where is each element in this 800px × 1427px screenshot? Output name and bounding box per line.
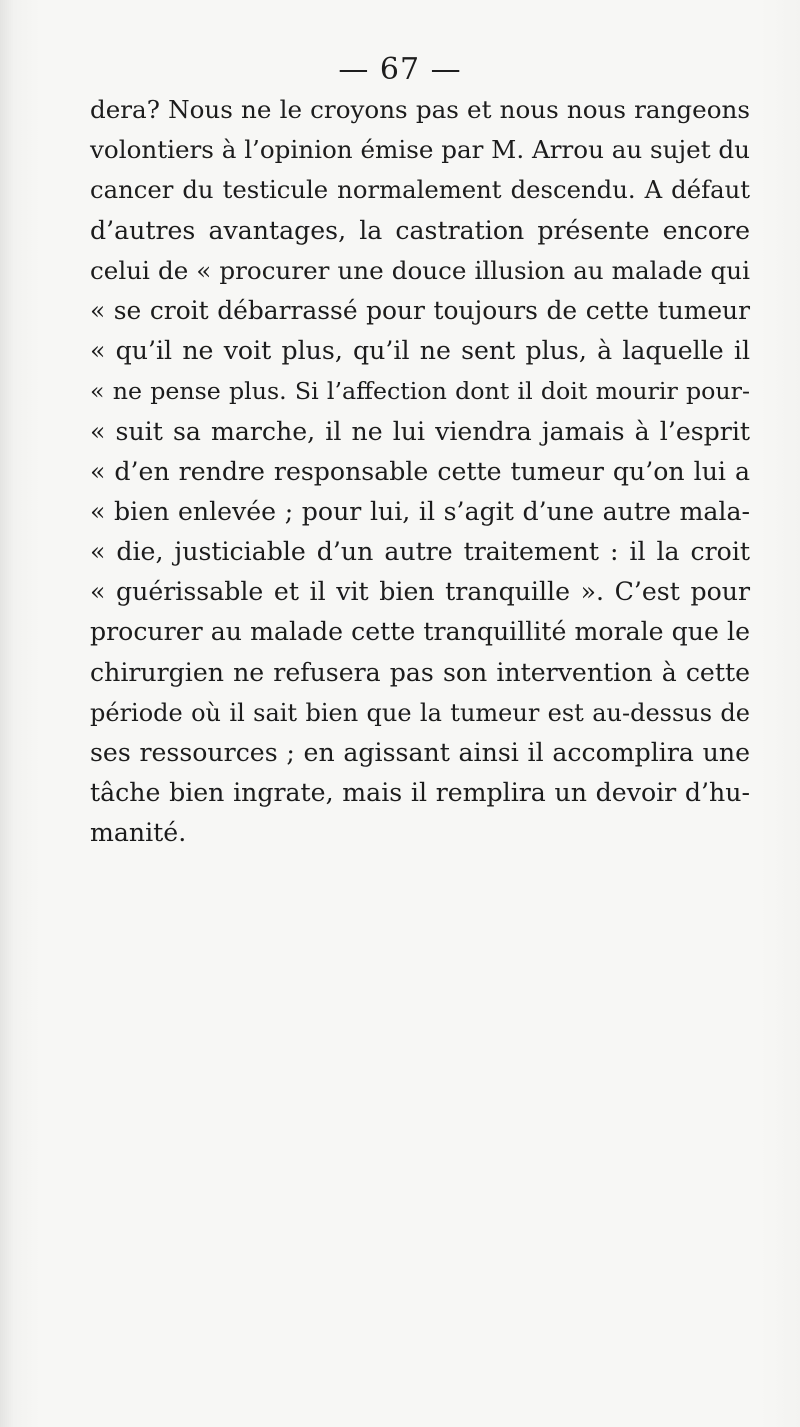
text-line: « bien enlevée ; pour lui, il s’agit d’une autre mala- (90, 496, 750, 526)
text-line: « guérissable et il vit bien tranquille ». C’est pour (90, 577, 750, 607)
text-line: cancer du testicule normalement descendu. A défaut (90, 175, 750, 205)
page-number: — 67 — (338, 52, 462, 87)
text-line: période où il sait bien que la tumeur est au-dessus de (90, 698, 750, 727)
text-line: « suit sa marche, il ne lui viendra jamais à l’esprit (90, 416, 750, 446)
text-line: « die, justiciable d’un autre traitement : il la croit (90, 537, 750, 567)
text-line: « se croit débarrassé pour toujours de cette tumeur (90, 295, 750, 325)
body-text (90, 90, 750, 854)
text-line: volontiers à l’opinion émise par M. Arrou au sujet du (90, 135, 750, 165)
text-line: « d’en rendre responsable cette tumeur qu’on lui a (90, 456, 750, 486)
text-line: tâche bien ingrate, mais il remplira un devoir d’hu- (90, 778, 750, 808)
text-line: manité. (90, 818, 187, 848)
text-line: dera? Nous ne le croyons pas et nous nous rangeons (90, 95, 750, 124)
text-line: celui de « procurer une douce illusion au malade qui (90, 255, 750, 285)
text-line: chirurgien ne refusera pas son intervention à cette (90, 657, 750, 687)
text-line: « qu’il ne voit plus, qu’il ne sent plus, à laquelle il (90, 336, 750, 366)
text-line: procurer au malade cette tranquillité morale que le (90, 617, 750, 647)
text-line: « ne pense plus. Si l’affection dont il doit mourir pour- (90, 377, 750, 406)
text-line: ses ressources ; en agissant ainsi il accomplira une (90, 738, 750, 767)
text-line: d’autres avantages, la castration présente encore (90, 215, 750, 245)
